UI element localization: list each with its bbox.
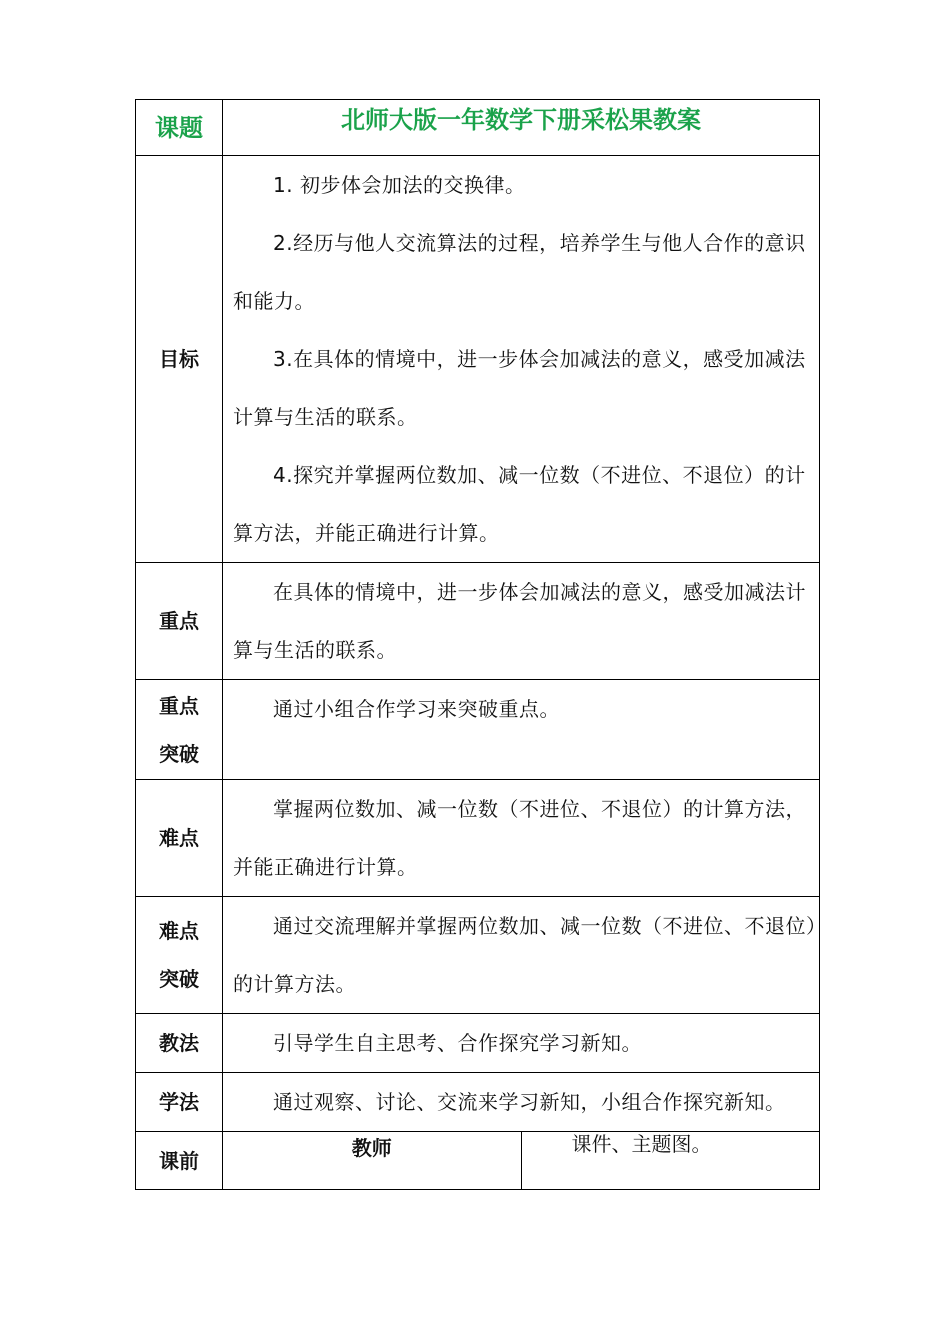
row-key-point [136,563,820,680]
row-learning-method [136,1073,820,1132]
learning-method-label: 学法 [136,1073,223,1132]
key-point-content [223,563,820,680]
row-teaching-method [136,1014,820,1073]
goal-item: 2.经历与他人交流算法的过程，培养学生与他人合作的意识和能力。 [233,231,806,313]
difficulty-breakthrough-label [136,897,223,1014]
teacher-text: 课件、主题图。 [571,1132,712,1156]
teacher-label: 教师 [223,1132,522,1190]
learning-method-content [223,1073,820,1132]
row-key-breakthrough [136,680,820,780]
key-point-label: 重点 [136,563,223,680]
difficulty-breakthrough-label-line2: 突破 [159,967,199,991]
key-breakthrough-text: 通过小组合作学习来突破重点。 [273,697,560,721]
row-preparation [136,1132,820,1190]
difficulty-breakthrough-label-line1: 难点 [159,919,199,943]
title-label: 课题 [136,100,223,156]
goal-item: 1. 初步体会加法的交换律。 [273,173,526,197]
learning-method-text: 通过观察、讨论、交流来学习新知，小组合作探究新知。 [273,1090,786,1114]
goal-item: 4.探究并掌握两位数加、减一位数（不进位、不退位）的计算方法，并能正确进行计算。 [233,463,806,545]
key-breakthrough-label-line1: 重点 [159,693,199,718]
key-breakthrough-label-line2: 突破 [159,741,199,766]
key-point-text: 在具体的情境中，进一步体会加减法的意义，感受加减法计算与生活的联系。 [233,580,806,662]
goals-content [223,156,820,563]
difficulty-text: 掌握两位数加、减一位数（不进位、不退位）的计算方法，并能正确进行计算。 [233,797,806,879]
goals-label: 目标 [136,156,223,563]
lesson-plan-table [135,99,820,1190]
lesson-title: 北师大版一年数学下册采松果教案 [223,100,820,156]
row-difficulty [136,780,820,897]
teaching-method-label: 教法 [136,1014,223,1073]
teacher-content [521,1132,820,1190]
key-breakthrough-content [223,680,820,780]
row-goals [136,156,820,563]
preparation-label: 课前 [136,1132,223,1190]
difficulty-breakthrough-text: 通过交流理解并掌握两位数加、减一位数（不进位、不退位）的计算方法。 [233,914,817,996]
row-difficulty-breakthrough [136,897,820,1014]
key-breakthrough-label [136,680,223,780]
difficulty-breakthrough-content [223,897,820,1014]
difficulty-label: 难点 [136,780,223,897]
row-title [136,100,820,156]
difficulty-content [223,780,820,897]
goal-item: 3.在具体的情境中，进一步体会加减法的意义，感受加减法计算与生活的联系。 [233,347,806,429]
teaching-method-content [223,1014,820,1073]
teaching-method-text: 引导学生自主思考、合作探究学习新知。 [273,1031,642,1055]
